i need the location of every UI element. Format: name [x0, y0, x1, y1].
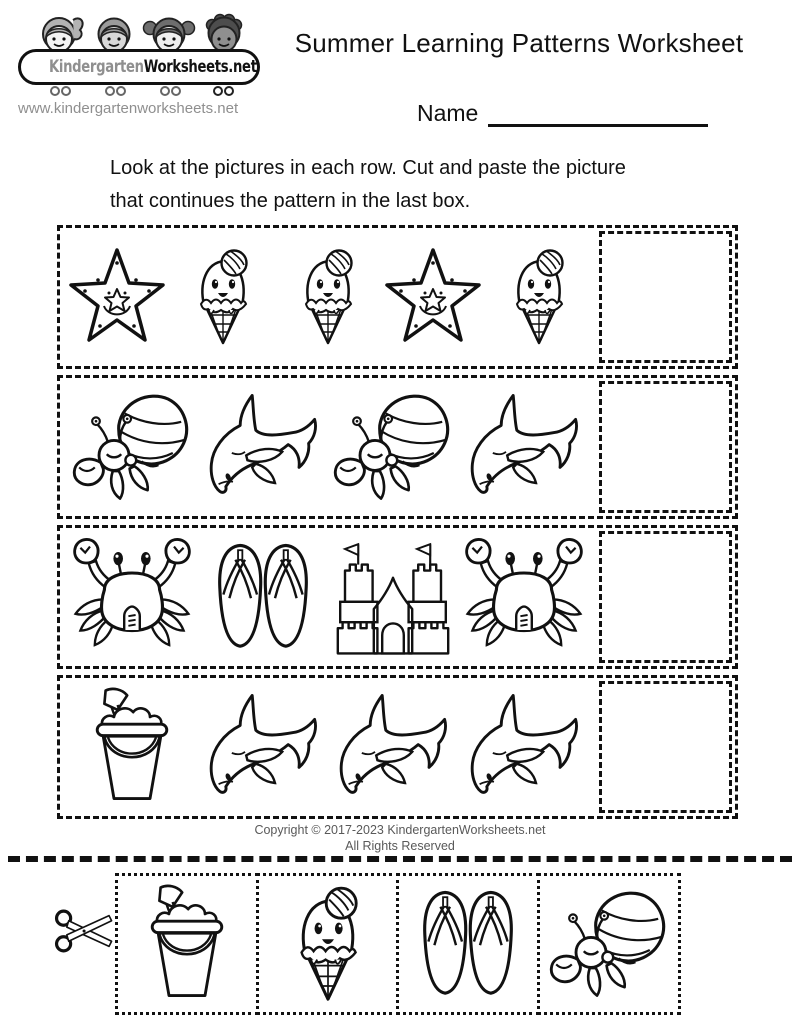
ice-cream-image: [489, 235, 589, 359]
dolphin-image: [333, 683, 453, 811]
pattern-row-1-items: [60, 228, 596, 366]
instructions: [110, 152, 730, 218]
cutout-strip: [115, 873, 681, 1015]
starfish-image: [383, 235, 483, 359]
answer-box-1[interactable]: [599, 231, 732, 363]
starfish-image: [67, 235, 167, 359]
hermit-crab-image: [333, 383, 453, 511]
logo-text-worksheets: Worksheets.net: [143, 57, 257, 76]
rights-line: All Rights Reserved: [345, 839, 455, 853]
pattern-row-3-items: [60, 528, 596, 666]
dolphin-image: [464, 683, 584, 811]
crab-image: [464, 533, 584, 661]
cut-separator-line: [8, 856, 792, 862]
pattern-row-4: [57, 675, 738, 819]
logo-text-kindergarten: Kindergarten: [48, 57, 144, 76]
answer-box-4[interactable]: [599, 681, 732, 813]
dolphin-image: [203, 383, 323, 511]
pattern-row-3: [57, 525, 738, 669]
logo-wordmark: [18, 49, 260, 85]
copyright-line: Copyright © 2017-2023 KindergartenWorksheets.net: [254, 823, 546, 837]
ice-cream-image: [173, 235, 273, 359]
site-logo: [18, 6, 260, 117]
pattern-row-2-items: [60, 378, 596, 516]
ice-cream-image: [278, 235, 378, 359]
pattern-row-2: [57, 375, 738, 519]
name-label: Name: [417, 100, 479, 126]
cutout-ice-cream[interactable]: [256, 873, 400, 1015]
hermit-crab-image: [72, 383, 192, 511]
dolphin-image: [464, 383, 584, 511]
logo-feet-illustration: [21, 85, 253, 97]
cutout-hermit-crab[interactable]: [537, 873, 681, 1015]
answer-box-2[interactable]: [599, 381, 732, 513]
cutout-flip-flops[interactable]: [396, 873, 540, 1015]
flip-flops-image: [203, 533, 323, 661]
pattern-row-1: [57, 225, 738, 369]
copyright: [0, 822, 800, 854]
name-input-line[interactable]: [488, 100, 708, 127]
pattern-row-4-items: [60, 678, 596, 816]
scissors-icon: [54, 901, 118, 961]
instructions-line1: Look at the pictures in each row. Cut and paste the picture: [110, 157, 626, 179]
page-title: Summer Learning Patterns Worksheet: [294, 28, 744, 58]
cutout-bucket[interactable]: [115, 873, 259, 1015]
bucket-image: [72, 683, 192, 811]
crab-image: [72, 533, 192, 661]
instructions-line2: that continues the pattern in the last box.: [110, 190, 471, 212]
site-url: www.kindergartenworksheets.net: [18, 100, 239, 117]
name-row: [417, 100, 708, 127]
dolphin-image: [203, 683, 323, 811]
answer-box-3[interactable]: [599, 531, 732, 663]
sandcastle-image: [333, 533, 453, 661]
